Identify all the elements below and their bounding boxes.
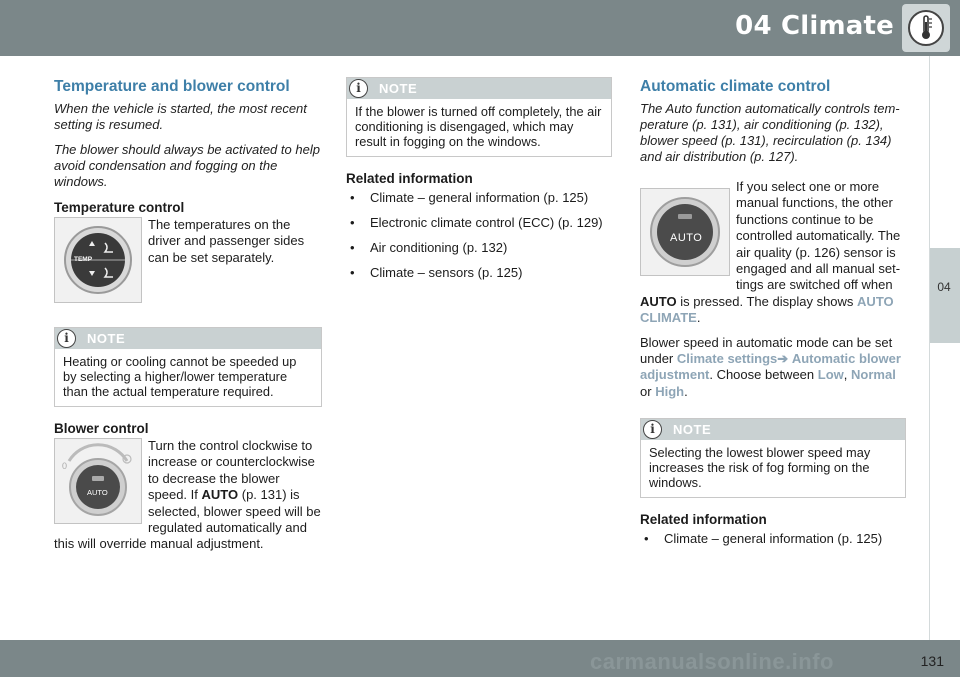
punctuation: .	[684, 383, 688, 399]
side-divider	[929, 56, 930, 640]
intro-text: When the vehicle is started, the most recent setting is resumed.	[54, 101, 307, 132]
blower-speed-text-part: . Choose between	[709, 367, 815, 383]
column-temperature-blower	[54, 72, 322, 557]
related-link[interactable]: • Climate – sensors (p. 125)	[346, 265, 612, 281]
blower-control-figure	[54, 438, 142, 524]
note-text: If the blower is turned off completely, the air conditioning is disengaged, which may result in fogging on the windows.	[355, 104, 602, 149]
temperature-control-text: The temperatures on the driver and passenger sides can be set separately.	[148, 217, 305, 265]
option-high: High	[655, 383, 685, 399]
related-link[interactable]: • Climate – general information (p. 125)	[346, 190, 612, 206]
page-number: 131	[920, 653, 944, 669]
info-icon: i	[643, 420, 662, 439]
note-box	[54, 327, 322, 407]
menu-climate-settings: Climate settings	[676, 351, 778, 367]
note-box	[640, 418, 906, 498]
related-link[interactable]: • Climate – general information (p. 125)	[640, 531, 906, 547]
blower-speed-text-part: Blower speed in automatic mode can be set under	[640, 334, 893, 367]
option-normal: Normal	[851, 367, 896, 383]
blower-knob-illustration	[55, 439, 141, 523]
menu-automatic-blower-adjustment: Automatic blower adjustment	[640, 351, 901, 383]
section-title-automatic-climate: Automatic climate control	[640, 78, 831, 95]
section-title-temperature-blower: Temperature and blower control	[54, 78, 290, 95]
info-icon: i	[349, 79, 368, 98]
auto-figure-label: AUTO	[670, 232, 703, 244]
thermometer-icon	[906, 8, 946, 48]
column-automatic-climate	[640, 72, 906, 556]
auto-keyword: AUTO	[640, 293, 677, 309]
blower-speed-text	[640, 335, 906, 401]
temp-figure-label: TEMP	[74, 256, 93, 263]
note-title: NOTE	[673, 422, 712, 438]
info-icon: i	[57, 329, 76, 348]
temperature-control-heading: Temperature control	[54, 200, 185, 215]
auto-keyword: AUTO	[201, 487, 239, 503]
chapter-icon-box	[902, 4, 950, 52]
blower-text-part: (p. 131) is selected, blower speed will be regulated automatically and this will override manual adjustment.	[54, 487, 321, 552]
column-note-related	[346, 68, 612, 290]
auto-text-part: If you select one or more manual functions, the other functions continue to be controlled automatically. The air quality (p. 126) sensor is engaged and all manual set-tings are switched off when	[736, 179, 901, 293]
related-link[interactable]: • Air conditioning (p. 132)	[346, 240, 612, 256]
note-title: NOTE	[379, 81, 418, 96]
note-text: Selecting the lowest blower speed may increases the risk of fog forming on the windows.	[649, 445, 871, 491]
blower-figure-label: AUTO	[87, 488, 108, 497]
temp-knob-illustration	[55, 218, 141, 302]
related-information-heading: Related information	[640, 512, 767, 528]
display-text-auto-climate: AUTO CLIMATE	[640, 293, 894, 326]
related-list	[346, 190, 612, 281]
punctuation: .	[696, 310, 701, 326]
auto-text-part: is pressed. The display shows	[680, 293, 854, 309]
intro-text: The Auto function automatically controls tem-perature (p. 131), air conditioning (p. 132), blower speed (p. 131), recirculation (p. 134) and air distribution (p. 127).	[640, 101, 900, 164]
auto-button-figure	[640, 188, 730, 276]
related-list	[640, 531, 906, 547]
conjunction: or	[640, 383, 652, 399]
menu-arrow-icon: ➔	[777, 351, 789, 367]
note-title: NOTE	[87, 331, 126, 346]
option-low: Low	[817, 367, 844, 383]
blower-control-heading: Blower control	[54, 421, 149, 436]
intro-text: The blower should always be activated to help avoid condensation and fogging on the windows.	[54, 142, 320, 189]
watermark-text: carmanualsonline.info	[590, 649, 834, 674]
related-link[interactable]: • Electronic climate control (ECC) (p. 129)	[346, 215, 612, 231]
punctuation: ,	[843, 367, 848, 383]
chapter-side-tab[interactable]	[930, 248, 960, 343]
note-header	[55, 328, 321, 349]
note-header	[641, 419, 905, 440]
related-information-heading: Related information	[346, 171, 473, 186]
temp-control-figure	[54, 217, 142, 303]
blower-text-part: Turn the control clockwise to increase or counterclockwise to decrease the blower speed. If	[148, 438, 315, 503]
note-text: Heating or cooling cannot be speeded up by selecting a higher/lower temperature than the actual temperature required.	[63, 354, 297, 399]
note-box	[346, 77, 612, 157]
side-tab-label: 04	[937, 280, 951, 294]
chapter-title: 04 Climate	[735, 11, 894, 41]
note-header	[347, 78, 611, 99]
blower-zero-label: 0	[62, 461, 68, 471]
